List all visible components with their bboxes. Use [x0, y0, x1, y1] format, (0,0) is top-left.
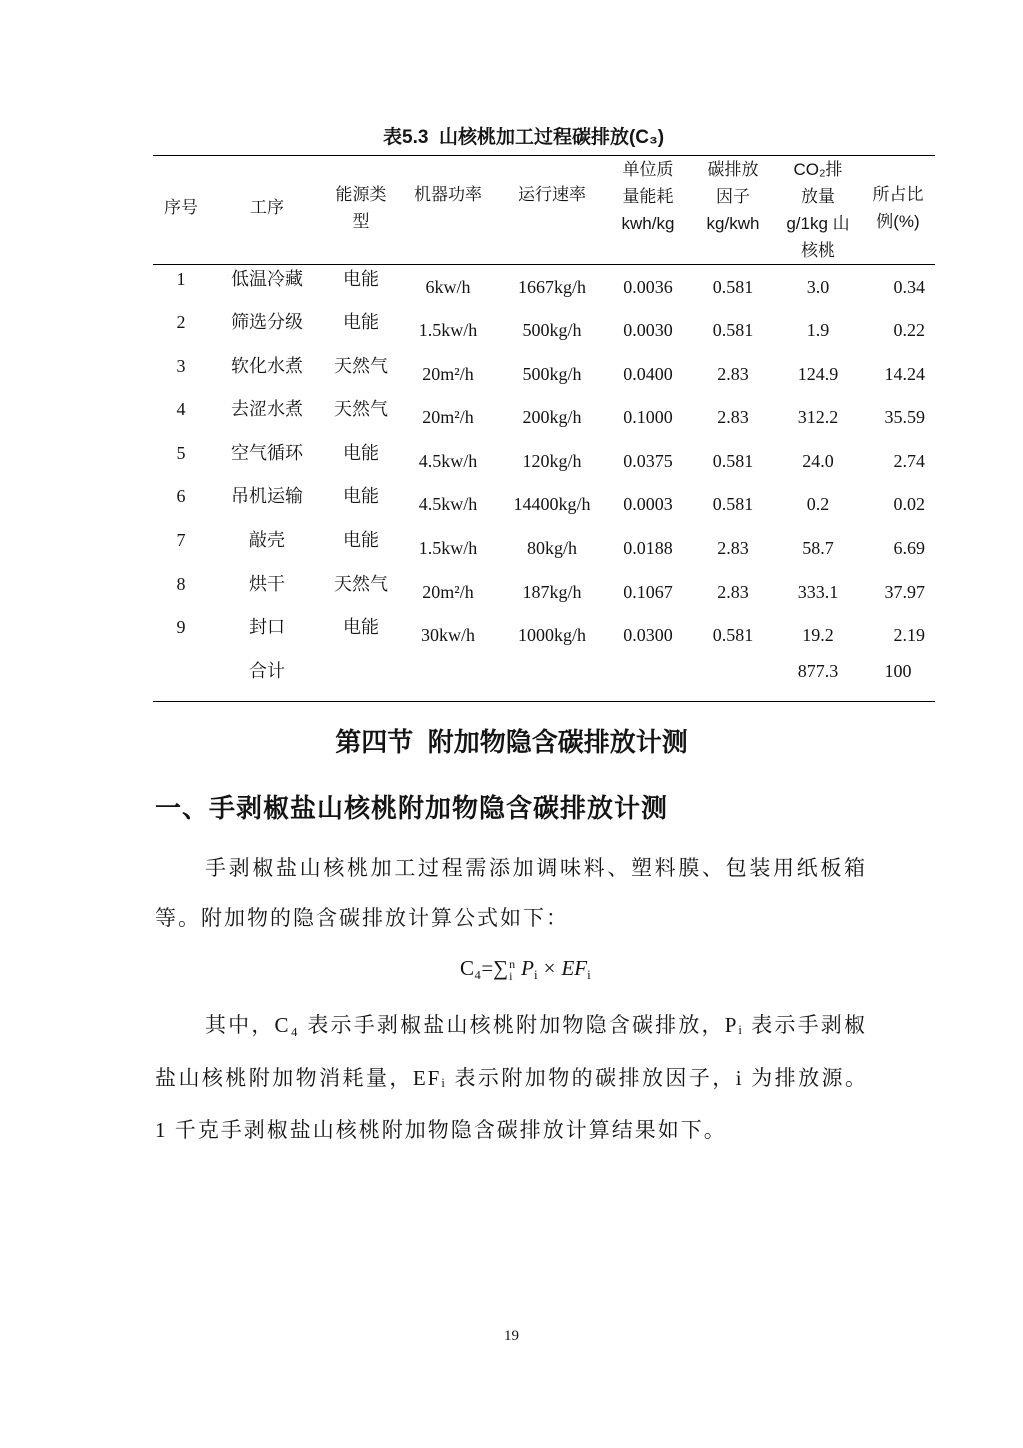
header-process-line: 工序 — [250, 198, 284, 217]
formula-times: × — [543, 956, 556, 980]
header-share — [861, 156, 935, 265]
cell-share: 35.59 — [884, 407, 925, 428]
cell-rate: 200kg/h — [522, 407, 582, 428]
cell-rate: 120kg/h — [522, 450, 582, 471]
cell-share: 37.97 — [884, 581, 925, 602]
cell-energy-type: 天然气 — [334, 573, 388, 594]
header-emission-factor-line: 因子 — [716, 187, 750, 206]
page-number: 19 — [504, 1328, 519, 1344]
cell-energy-type: 电能 — [343, 486, 379, 507]
formula-ef-subscript: i — [587, 967, 591, 982]
cell-rate: 14400kg/h — [513, 494, 591, 515]
cell-co2-emission: 24.0 — [802, 450, 834, 471]
cell-empty — [605, 657, 691, 702]
cell-co2-emission: 312.2 — [797, 407, 839, 428]
paragraph-line: 盐山核桃附加物消耗量，EFᵢ 表示附加物的碳排放因子，i 为排放源。 — [155, 1066, 868, 1090]
cell-rate: 80kg/h — [526, 538, 577, 559]
cell-energy-type: 天然气 — [334, 399, 388, 420]
cell-emission-factor: 2.83 — [717, 538, 749, 559]
header-serial — [153, 156, 209, 265]
header-rate — [499, 156, 605, 265]
cell-power: 20m²/h — [422, 407, 474, 428]
paragraph-line: 其中，C₄ 表示手剥椒盐山核桃附加物隐含碳排放，Pᵢ 表示手剥椒 — [205, 1013, 867, 1037]
table-row — [153, 308, 935, 352]
cell-share: 2.19 — [893, 625, 925, 646]
table-body — [153, 265, 935, 657]
cell-process: 去涩水煮 — [231, 399, 303, 420]
cell-process: 敲壳 — [249, 530, 285, 551]
cell-share: 14.24 — [884, 363, 925, 384]
header-energy-per-mass — [605, 156, 691, 265]
formula-p-subscript: i — [533, 967, 538, 982]
header-serial-line: 序号 — [164, 198, 198, 217]
table-row — [153, 570, 935, 614]
header-energy-type-line: 型 — [352, 212, 370, 231]
formula-ef: EF — [561, 956, 588, 980]
cell-serial: 1 — [176, 269, 186, 289]
cell-energy-type: 电能 — [343, 530, 379, 551]
paragraph-line: 等。附加物的隐含碳排放计算公式如下： — [155, 906, 569, 930]
formula-p: P — [521, 956, 534, 980]
cell-co2-emission: 3.0 — [806, 277, 830, 297]
header-power — [397, 156, 499, 265]
total-share: 100 — [884, 660, 912, 681]
cell-serial: 2 — [176, 312, 186, 333]
table-caption: 表5.3 山核桃加工过程碳排放(C₃) — [383, 127, 665, 148]
table-row — [153, 352, 935, 396]
cell-share: 0.22 — [893, 320, 925, 341]
cell-energy-per-mass: 0.0400 — [623, 363, 673, 384]
header-co2-emission-line: 核桃 — [801, 241, 835, 260]
cell-energy-per-mass: 0.1067 — [623, 581, 673, 602]
cell-energy-type: 电能 — [343, 269, 379, 289]
header-co2-emission — [775, 156, 861, 265]
header-share-line: 例(%) — [876, 212, 920, 231]
table-row — [153, 265, 935, 309]
cell-energy-per-mass: 0.0188 — [623, 538, 673, 559]
cell-serial: 4 — [176, 399, 186, 420]
cell-power: 20m²/h — [422, 363, 474, 384]
header-co2-emission-line: 放量 — [801, 187, 835, 206]
sum-lower-limit: i — [509, 969, 513, 984]
table-head — [153, 156, 935, 265]
cell-power: 1.5kw/h — [418, 320, 478, 341]
cell-emission-factor: 0.581 — [712, 494, 754, 515]
header-energy-per-mass-line: 量能耗 — [622, 187, 674, 206]
cell-energy-per-mass: 0.0036 — [623, 277, 673, 297]
header-co2-emission-line: g/1kg 山 — [786, 214, 850, 233]
cell-energy-type: 电能 — [343, 312, 379, 333]
formula-lhs: C₄=∑ — [460, 956, 509, 980]
cell-process: 封口 — [249, 617, 285, 638]
cell-process: 筛选分级 — [231, 312, 303, 333]
emission-formula — [460, 950, 591, 986]
cell-co2-emission: 1.9 — [806, 320, 830, 341]
cell-share: 0.02 — [893, 494, 925, 515]
cell-emission-factor: 2.83 — [717, 363, 749, 384]
cell-energy-per-mass: 0.0030 — [623, 320, 673, 341]
table-row — [153, 526, 935, 570]
section-title: 第四节 附加物隐含碳排放计测 — [335, 727, 688, 757]
cell-share: 6.69 — [893, 538, 925, 559]
header-co2-emission-line: CO₂排 — [793, 160, 843, 179]
cell-energy-per-mass: 0.0300 — [623, 625, 673, 646]
cell-power: 1.5kw/h — [418, 538, 478, 559]
cell-emission-factor: 0.581 — [712, 625, 754, 646]
cell-empty — [397, 657, 499, 702]
cell-emission-factor: 0.581 — [712, 277, 754, 297]
cell-energy-type: 电能 — [343, 442, 379, 463]
header-power-line: 机器功率 — [414, 185, 482, 204]
header-emission-factor-line: kg/kwh — [706, 214, 760, 233]
total-label: 合计 — [249, 660, 285, 681]
cell-rate: 1667kg/h — [517, 277, 586, 297]
cell-serial: 7 — [176, 530, 186, 551]
cell-empty — [153, 657, 209, 702]
paragraph-line: 手剥椒盐山核桃加工过程需添加调味料、塑料膜、包装用纸板箱 — [205, 856, 867, 880]
header-row — [153, 156, 935, 265]
cell-serial: 8 — [176, 573, 186, 594]
cell-energy-type: 天然气 — [334, 355, 388, 376]
header-energy-type — [325, 156, 397, 265]
cell-power: 30kw/h — [421, 625, 475, 646]
header-energy-type-line: 能源类 — [335, 185, 387, 204]
cell-process: 软化水煮 — [231, 355, 303, 376]
cell-share: 0.34 — [893, 277, 925, 297]
cell-serial: 6 — [176, 486, 186, 507]
cell-power: 4.5kw/h — [418, 494, 478, 515]
cell-rate: 187kg/h — [522, 581, 582, 602]
cell-empty — [499, 657, 605, 702]
cell-emission-factor: 2.83 — [717, 581, 749, 602]
header-process — [209, 156, 325, 265]
table-row — [153, 613, 935, 657]
cell-process: 低温冷藏 — [231, 269, 303, 289]
header-share-line: 所占比 — [872, 185, 924, 204]
cell-empty — [325, 657, 397, 702]
cell-energy-per-mass: 0.1000 — [623, 407, 673, 428]
cell-power: 20m²/h — [422, 581, 474, 602]
header-rate-line: 运行速率 — [518, 185, 586, 204]
cell-share: 2.74 — [893, 450, 925, 471]
cell-empty — [691, 657, 775, 702]
cell-rate: 1000kg/h — [517, 625, 586, 646]
cell-rate: 500kg/h — [522, 320, 582, 341]
cell-co2-emission: 58.7 — [802, 538, 834, 559]
cell-energy-per-mass: 0.0375 — [623, 450, 673, 471]
header-energy-per-mass-line: 单位质 — [622, 160, 674, 179]
table-row — [153, 439, 935, 483]
table-row — [153, 395, 935, 439]
cell-emission-factor: 2.83 — [717, 407, 749, 428]
cell-energy-per-mass: 0.0003 — [623, 494, 673, 515]
cell-co2-emission: 19.2 — [802, 625, 834, 646]
subsection-title: 一、手剥椒盐山核桃附加物隐含碳排放计测 — [155, 793, 669, 823]
cell-serial: 5 — [176, 442, 186, 463]
total-row — [153, 657, 935, 702]
total-co2-emission: 877.3 — [797, 660, 839, 681]
cell-rate: 500kg/h — [522, 363, 582, 384]
paragraph-line: 1 千克手剥椒盐山核桃附加物隐含碳排放计算结果如下。 — [155, 1118, 727, 1142]
header-energy-per-mass-line: kwh/kg — [621, 214, 675, 233]
cell-energy-type: 电能 — [343, 617, 379, 638]
cell-power: 6kw/h — [425, 277, 471, 297]
cell-process: 烘干 — [249, 573, 285, 594]
cell-process: 吊机运输 — [231, 486, 303, 507]
cell-power: 4.5kw/h — [418, 450, 478, 471]
table-foot — [153, 657, 935, 702]
cell-emission-factor: 0.581 — [712, 450, 754, 471]
carbon-emission-table — [153, 155, 935, 702]
table-row — [153, 482, 935, 526]
cell-co2-emission: 0.2 — [806, 494, 830, 515]
cell-co2-emission: 333.1 — [797, 581, 839, 602]
sum-upper-limit: n — [509, 957, 516, 972]
cell-process: 空气循环 — [231, 442, 303, 463]
cell-emission-factor: 0.581 — [712, 320, 754, 341]
cell-co2-emission: 124.9 — [797, 363, 839, 384]
cell-serial: 9 — [176, 617, 186, 638]
header-emission-factor-line: 碳排放 — [707, 160, 759, 179]
sum-limits — [509, 958, 515, 982]
cell-serial: 3 — [176, 355, 186, 376]
header-emission-factor — [691, 156, 775, 265]
